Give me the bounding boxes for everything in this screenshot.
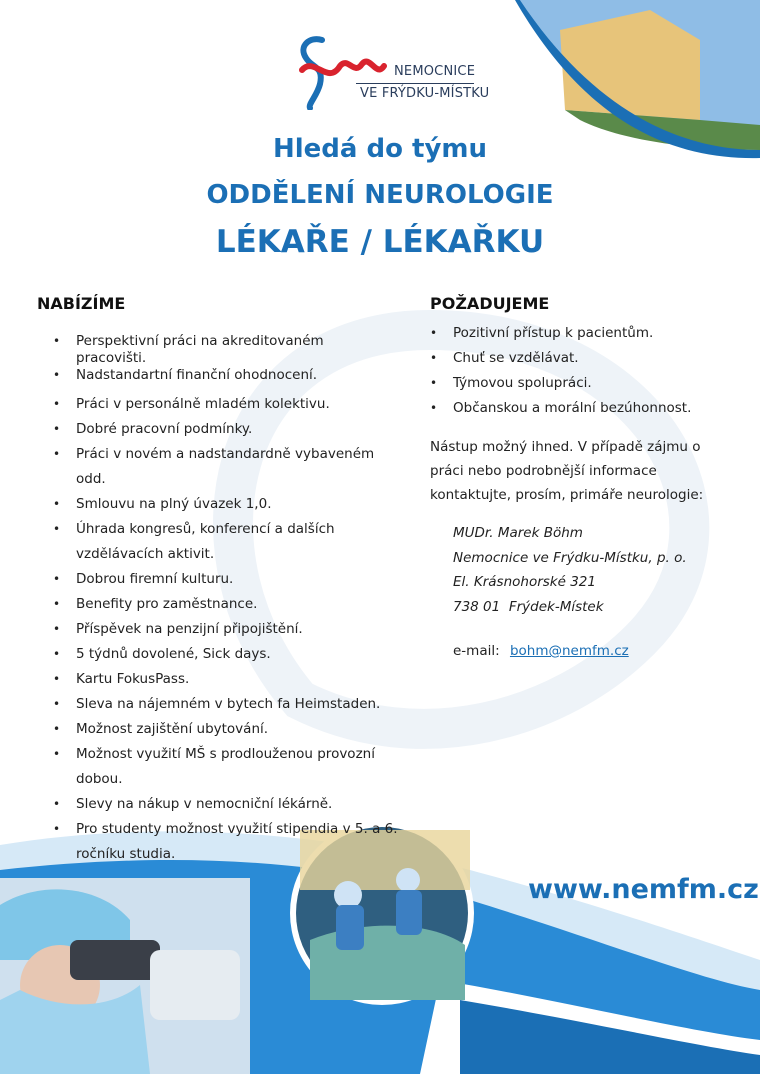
list-item: • Slevy na nákup v nemocniční lékárně. xyxy=(53,792,398,817)
bullet-icon: • xyxy=(53,747,61,761)
list-item: • Smlouvu na plný úvazek 1,0. xyxy=(53,492,398,517)
list-item: • Kartu FokusPass. xyxy=(53,667,398,692)
contact-address xyxy=(453,521,687,619)
offer-title: NABÍZÍME xyxy=(37,294,126,313)
list-item: • Dobrou firemní kulturu. xyxy=(53,567,398,592)
bullet-icon: • xyxy=(430,401,438,415)
list-item: • Sleva na nájemném v bytech fa Heimstaden. xyxy=(53,692,398,717)
list-item: • Týmovou spolupráci. xyxy=(430,371,730,396)
list-item: • Pro studenty možnost využití stipendia v 5. a 6. ročníku studia. xyxy=(53,817,398,867)
list-item: • Perspektivní práci na akreditovaném pracovišti. xyxy=(53,333,324,366)
bullet-icon: • xyxy=(53,447,61,461)
contact-intro: Nástup možný ihned. V případě zájmu o práci nebo podrobnější informace kontaktujte, prosím, primáře neurologie: xyxy=(430,439,704,503)
logo-divider xyxy=(356,83,474,84)
bullet-icon: • xyxy=(53,522,61,536)
list-item: • Úhrada kongresů, konferencí a dalších vzdělávacích aktivit. xyxy=(53,517,398,567)
list-item: • Práci v novém a nadstandardně vybaveném odd. xyxy=(53,442,398,492)
headline-department: ODDĚLENÍ NEUROLOGIE xyxy=(206,180,554,210)
contact-name: MUDr. Marek Böhm xyxy=(453,525,583,541)
list-item: • Občanskou a morální bezúhonnost. xyxy=(430,396,730,421)
bullet-icon: • xyxy=(53,368,61,382)
bullet-icon: • xyxy=(53,797,61,811)
bullet-icon: • xyxy=(53,572,61,586)
email-link[interactable]: bohm@nemfm.cz xyxy=(509,643,629,659)
contact-street: El. Krásnohorské 321 xyxy=(453,574,596,590)
list-item: • Práci v personálně mladém kolektivu. xyxy=(53,392,398,417)
bullet-icon: • xyxy=(53,647,61,661)
list-item: • Příspěvek na penzijní připojištění. xyxy=(53,617,398,642)
website-link[interactable]: www.nemfm.cz xyxy=(528,874,759,905)
requirements-title: POŽADUJEME xyxy=(430,294,550,313)
list-item: • Možnost využití MŠ s prodlouženou provozní dobou. xyxy=(53,742,398,792)
bullet-icon: • xyxy=(430,376,438,390)
bullet-icon: • xyxy=(53,397,61,411)
list-item: • Pozitivní přístup k pacientům. xyxy=(430,321,730,346)
logo-text-line2: VE FRÝDKU-MÍSTKU xyxy=(360,86,490,101)
bullet-icon: • xyxy=(53,422,61,436)
bullet-icon: • xyxy=(53,622,61,636)
email-row xyxy=(453,643,629,659)
offer-list xyxy=(53,333,398,867)
headline-line1: Hledá do týmu xyxy=(272,134,488,164)
bullet-icon: • xyxy=(53,334,61,348)
logo-text-line1: NEMOCNICE xyxy=(394,64,476,79)
list-item: • 5 týdnů dovolené, Sick days. xyxy=(53,642,398,667)
contact-city: 738 01 Frýdek-Místek xyxy=(453,598,604,615)
bullet-icon: • xyxy=(53,597,61,611)
bullet-icon: • xyxy=(430,326,438,340)
list-item: • Dobré pracovní podmínky. xyxy=(53,417,398,442)
email-label: e-mail: xyxy=(453,643,500,659)
headline-position: LÉKAŘE / LÉKAŘKU xyxy=(215,224,545,260)
list-item: • Možnost zajištění ubytování. xyxy=(53,717,398,742)
doctor-photo xyxy=(0,878,250,1074)
list-item: • Benefity pro zaměstnance. xyxy=(53,592,398,617)
bullet-icon: • xyxy=(53,672,61,686)
list-item: • Chuť se vzdělávat. xyxy=(430,346,730,371)
bullet-icon: • xyxy=(53,822,61,836)
requirements-list xyxy=(430,321,730,421)
bullet-icon: • xyxy=(53,722,61,736)
bullet-icon: • xyxy=(53,497,61,511)
bullet-icon: • xyxy=(430,351,438,365)
contact-hospital: Nemocnice ve Frýdku-Místku, p. o. xyxy=(453,549,687,566)
list-item: • Nadstandartní finanční ohodnocení. xyxy=(53,367,318,383)
bullet-icon: • xyxy=(53,697,61,711)
